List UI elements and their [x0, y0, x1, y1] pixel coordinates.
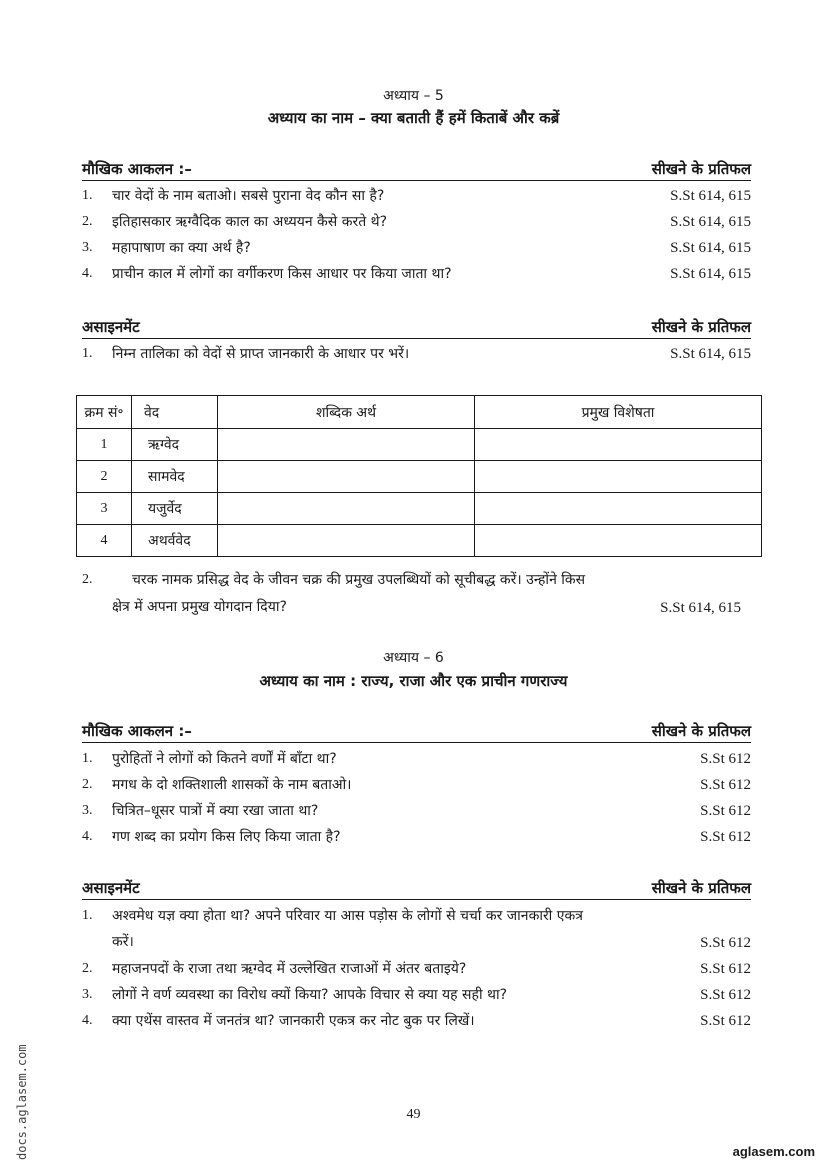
ch6-oral-item	[82, 775, 751, 797]
item-number: 1.	[82, 346, 93, 361]
chapter-6-title: अध्याय का नाम : राज्य, राजा और एक प्राचीन गणराज्य	[259, 672, 568, 690]
item-number: 3.	[82, 987, 93, 1002]
outcome-code: S.St 614, 615	[670, 346, 751, 362]
table-cell-empty	[475, 429, 762, 461]
table-cell-veda: अथर्ववेद	[132, 525, 218, 557]
table-cell-veda: ऋग्वेद	[132, 429, 218, 461]
item-text: चरक नामक प्रसिद्ध वेद के जीवन चक्र की प्रमुख उपलब्धियों को सूचीबद्ध करें। उन्होंने किस	[132, 572, 586, 588]
chapter-5-number: अध्याय – 5	[383, 88, 444, 104]
ch6-oral-item	[82, 827, 751, 849]
table-cell-sno: 3	[77, 493, 132, 525]
outcome-code: S.St 614, 615	[670, 266, 751, 282]
ch6-oral-header	[82, 722, 751, 743]
brand-logo-text[interactable]: aglasem.com	[732, 1144, 815, 1159]
outcome-code: S.St 614, 615	[670, 188, 751, 204]
ch6-oral-outcome-heading: सीखने के प्रतिफल	[651, 722, 751, 740]
item-text: अश्वमेध यज्ञ क्या होता था? अपने परिवार या आस पड़ोस के लोगों से चर्चा कर जानकारी एकत्र	[112, 908, 583, 924]
ch6-oral-heading: मौखिक आकलन :–	[82, 722, 192, 740]
item-number: 4.	[82, 266, 93, 281]
outcome-code: S.St 612	[700, 961, 751, 977]
ch5-oral-item	[82, 264, 751, 286]
side-watermark: docs.aglasem.com	[15, 1044, 29, 1160]
item-text: क्या एथेंस वास्तव में जनतंत्र था? जानकारी एकत्र कर नोट बुक पर लिखें।	[112, 1013, 475, 1029]
item-number: 3.	[82, 240, 93, 255]
item-text: पुरोहितों ने लोगों को कितने वर्णों में बाँटा था?	[112, 751, 337, 767]
outcome-code: S.St 612	[700, 803, 751, 819]
item-number: 1.	[82, 188, 93, 203]
table-row	[77, 525, 762, 557]
table-header-row	[77, 396, 762, 429]
ch5-oral-item	[82, 238, 751, 260]
item-text: गण शब्द का प्रयोग किस लिए किया जाता है?	[112, 829, 341, 845]
table-cell-empty	[475, 493, 762, 525]
outcome-code: S.St 612	[700, 935, 751, 951]
item-text: लोगों ने वर्ण व्यवस्था का विरोध क्यों किया? आपके विचार से क्या यह सही था?	[112, 987, 508, 1003]
item-number: 1.	[82, 908, 93, 923]
item-text: इतिहासकार ऋग्वैदिक काल का अध्ययन कैसे करते थे?	[112, 214, 387, 230]
item-text: महापाषाण का क्या अर्थ है?	[112, 240, 251, 256]
column-header: वेद	[132, 396, 218, 429]
outcome-code: S.St 612	[700, 829, 751, 845]
outcome-code: S.St 614, 615	[660, 600, 741, 616]
table-cell-empty	[218, 429, 475, 461]
item-number: 4.	[82, 829, 93, 844]
ch6-assignment-outcome-heading: सीखने के प्रतिफल	[651, 879, 751, 897]
table-row	[77, 461, 762, 493]
ch5-oral-header	[82, 160, 751, 181]
chapter-6-number: अध्याय – 6	[383, 650, 444, 666]
table-cell-veda: सामवेद	[132, 461, 218, 493]
outcome-code: S.St 612	[700, 1013, 751, 1029]
ch5-oral-item	[82, 212, 751, 234]
outcome-code: S.St 614, 615	[670, 240, 751, 256]
ch6-oral-item	[82, 801, 751, 823]
ch5-assignment-outcome-heading: सीखने के प्रतिफल	[651, 318, 751, 336]
item-text: चार वेदों के नाम बताओ। सबसे पुराना वेद कौन सा है?	[112, 188, 385, 204]
ch6-assignment-heading: असाइनमेंट	[82, 879, 140, 897]
chapter-5-title: अध्याय का नाम – क्या बताती हैं हमें किताबें और कब्रें	[267, 109, 560, 127]
item-number: 3.	[82, 803, 93, 818]
table-cell-veda: यजुर्वेद	[132, 493, 218, 525]
item-text: मगध के दो शक्तिशाली शासकों के नाम बताओ।	[112, 777, 352, 793]
item-number: 2.	[82, 961, 93, 976]
table-cell-sno: 2	[77, 461, 132, 493]
column-header: प्रमुख विशेषता	[475, 396, 762, 429]
column-header: शब्दिक अर्थ	[218, 396, 475, 429]
veda-table	[76, 395, 762, 557]
table-row	[77, 429, 762, 461]
item-text: निम्न तालिका को वेदों से प्राप्त जानकारी के आधार पर भरें।	[112, 346, 410, 362]
ch5-oral-heading: मौखिक आकलन :–	[82, 160, 192, 178]
table-cell-empty	[218, 493, 475, 525]
column-header: क्रम सं॰	[77, 396, 132, 429]
item-text-continuation: क्षेत्र में अपना प्रमुख योगदान दिया?	[112, 599, 287, 615]
ch6-assignment-item	[82, 959, 751, 981]
ch5-assignment-heading: असाइनमेंट	[82, 318, 140, 336]
ch6-assignment-header	[82, 879, 751, 900]
item-text: प्राचीन काल में लोगों का वर्गीकरण किस आधार पर किया जाता था?	[112, 266, 452, 282]
table-cell-empty	[218, 525, 475, 557]
outcome-code: S.St 612	[700, 751, 751, 767]
ch6-assignment-item	[82, 1011, 751, 1033]
table-row	[77, 493, 762, 525]
ch6-assignment-item	[82, 985, 751, 1007]
page-number: 49	[406, 1107, 421, 1122]
item-number: 2.	[82, 777, 93, 792]
ch6-assignment-item	[82, 906, 751, 928]
ch5-assignment-item	[82, 344, 751, 366]
item-text: महाजनपदों के राजा तथा ऋग्वेद में उल्लेखित राजाओं में अंतर बताइये?	[112, 961, 467, 977]
ch6-oral-item	[82, 749, 751, 771]
table-cell-empty	[218, 461, 475, 493]
item-number: 4.	[82, 1013, 93, 1028]
ch5-assignment-header	[82, 318, 751, 339]
ch5-oral-item	[82, 186, 751, 208]
item-number: 1.	[82, 751, 93, 766]
table-cell-empty	[475, 525, 762, 557]
table-cell-empty	[475, 461, 762, 493]
outcome-code: S.St 614, 615	[670, 214, 751, 230]
ch5-assignment-item-2	[82, 570, 751, 592]
item-text: चित्रित–धूसर पात्रों में क्या रखा जाता था?	[112, 803, 319, 819]
outcome-code: S.St 612	[700, 777, 751, 793]
table-cell-sno: 4	[77, 525, 132, 557]
item-number: 2.	[82, 572, 93, 587]
item-text-continuation: करें।	[112, 934, 134, 950]
table-cell-sno: 1	[77, 429, 132, 461]
outcome-code: S.St 612	[700, 987, 751, 1003]
item-number: 2.	[82, 214, 93, 229]
ch5-oral-outcome-heading: सीखने के प्रतिफल	[651, 160, 751, 178]
